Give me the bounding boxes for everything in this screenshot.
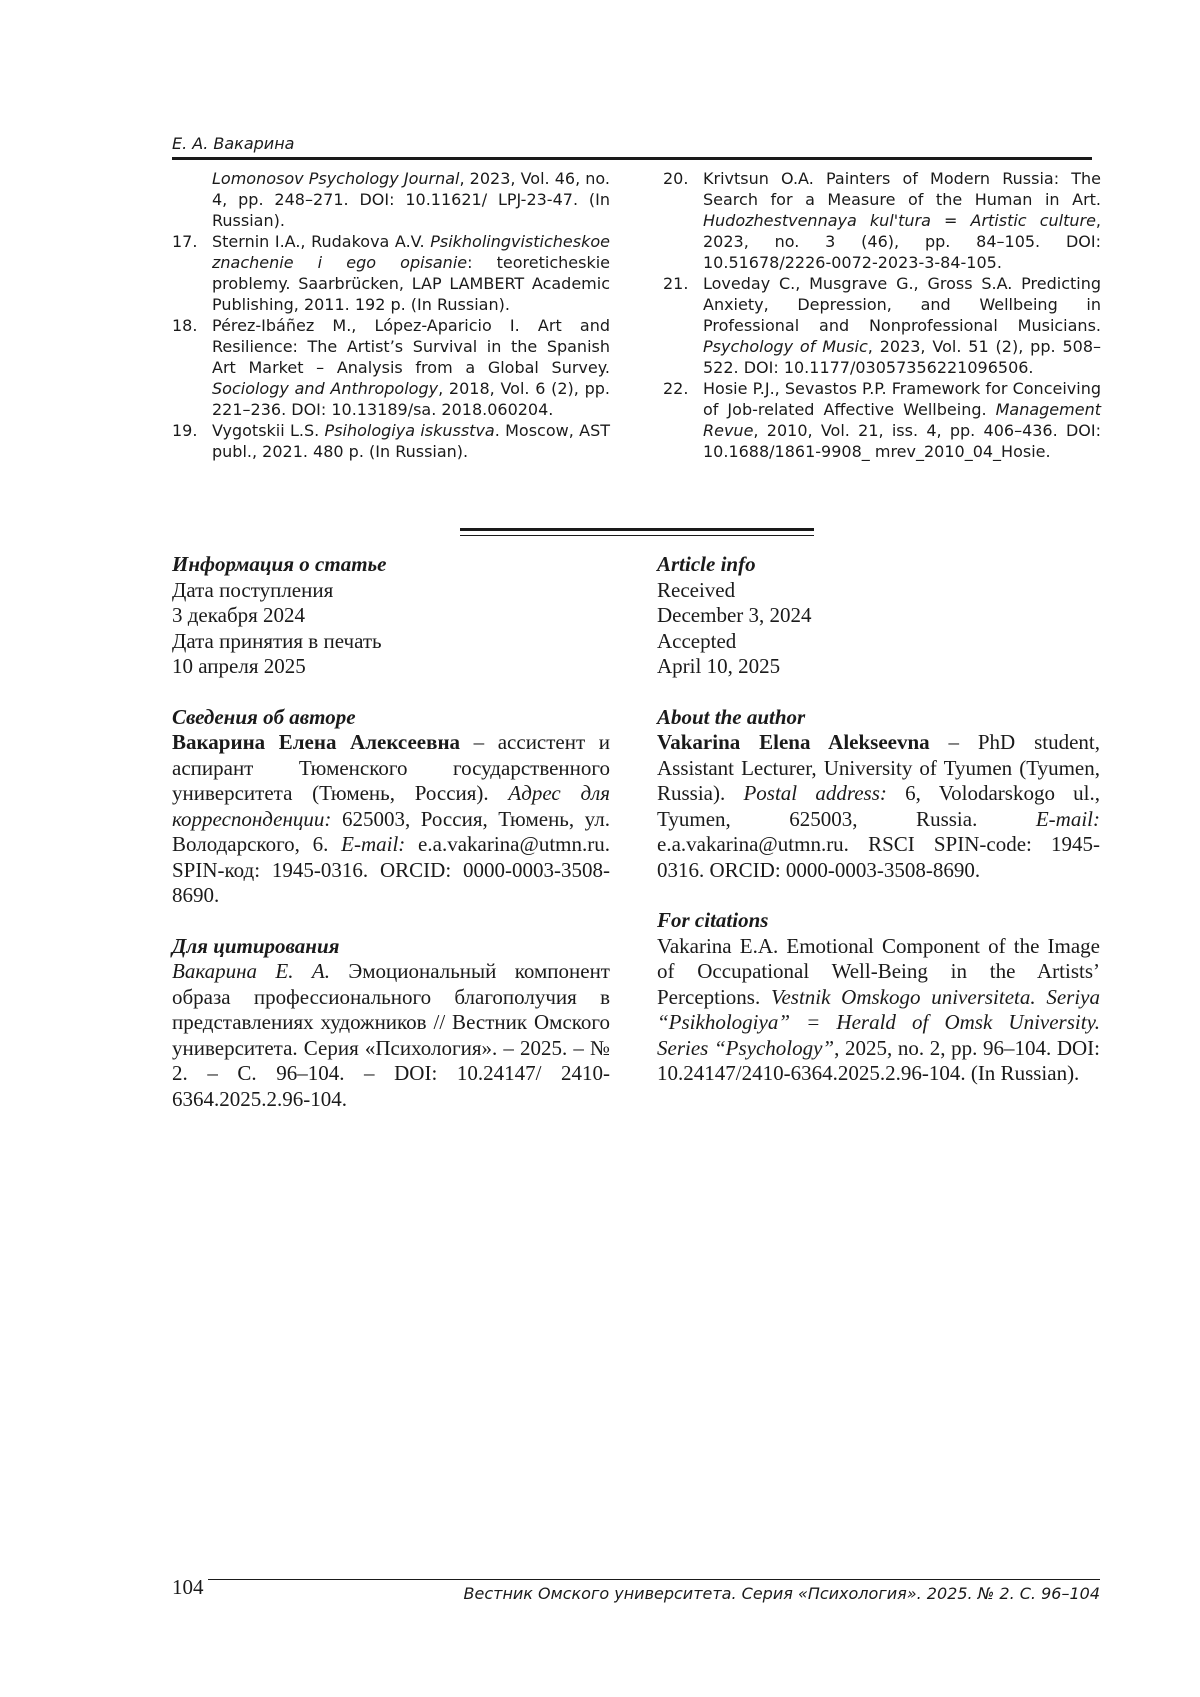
italic-text: Sociology and Anthropology xyxy=(212,379,439,398)
citation-title: For citations xyxy=(657,908,769,932)
text-run: , 2023, Vol. 46, no. 4, pp. 248–271. DOI: 10.11621/ LPJ-23-47. (In Russian). xyxy=(212,169,611,230)
accepted-label: Дата принятия в печать xyxy=(172,628,382,653)
text-run: – PhD student, Assistant Lecturer, University of Tyumen (Tyumen, Russia). xyxy=(657,730,1100,805)
article-info-en-column xyxy=(657,552,1100,1087)
reference-item xyxy=(663,378,1101,462)
italic-text: Postal address: xyxy=(743,781,887,805)
italic-text: Psychology of Music xyxy=(703,337,868,356)
running-head-rule xyxy=(172,157,1092,160)
text-run: e.a.vakarina@utmn.ru. RSCI SPIN-code: 1945-0316. ORCID: 0000-0003-3508-8690. xyxy=(657,832,1100,882)
footer-rule xyxy=(208,1579,1100,1580)
article-info-title: Информация о статье xyxy=(172,552,387,576)
bold-text: Vakarina Elena Alekseevna xyxy=(657,730,930,754)
citation-text xyxy=(172,959,610,1112)
page-footer xyxy=(172,1574,1100,1604)
text-run: – ассистент и аспирант Тюменского государственного университета (Тюмень, Россия). xyxy=(172,730,610,805)
received-label: Дата поступления xyxy=(172,577,334,602)
page-number: 104 xyxy=(172,1575,204,1599)
article-info-title: Article info xyxy=(657,552,756,576)
text-run: , 2025, no. 2, pp. 96–104. DOI: 10.24147/2410-6364.2025.2.96-104. (In Russian). xyxy=(657,1035,1100,1085)
journal-title: Вестник Омского университета. Серия «Психология». 2025. № 2. С. 96–104 xyxy=(463,1584,1100,1603)
text-run: Эмоциональный компонент образа профессионального благополучия в представлениях художников // Вестник Омского университета. Серия «Психология». – 2025. – № 2. – С. 96–104. – DOI: 10.24147/ 2410-6364.2025.2.96-104. xyxy=(172,959,610,1111)
running-head xyxy=(172,134,1092,154)
author-title: About the author xyxy=(657,704,806,729)
text-run: Pérez-Ibáñez M., López-Aparicio I. Art and Resilience: The Artist’s Survival in the Spanish Art Market – Analysis from a Global Survey. xyxy=(212,316,610,377)
received-date: December 3, 2024 xyxy=(657,603,812,627)
received-date: 3 декабря 2024 xyxy=(172,603,306,627)
italic-text: Vestnik Omskogo universiteta. Seriya “Psikhologiya” = Herald of Omsk University. Series “Psychology” xyxy=(657,984,1100,1060)
bold-text: Вакарина Елена Алексеевна xyxy=(172,730,461,754)
text-run: Sternin I.A., Rudakova A.V. xyxy=(212,232,431,251)
reference-number: 17. xyxy=(172,232,198,251)
italic-text: Psihologiya iskusstva xyxy=(324,421,495,440)
author-details xyxy=(657,730,1100,883)
reference-number: 21. xyxy=(663,274,689,293)
text-run: , 2023, no. 3 (46), pp. 84–105. DOI: 10.51678/2226-0072-2023-3-84-105. xyxy=(703,211,1101,272)
text-run: e.a.vakarina@utmn.ru. SPIN-код: 1945-0316. ORCID: 0000-0003-3508-8690. xyxy=(172,832,610,907)
text-run: Krivtsun O.A. Painters of Modern Russia: The Search for a Measure of the Human in Art. xyxy=(703,169,1101,209)
article-info-ru-column xyxy=(172,552,610,1112)
reference-item xyxy=(172,168,610,231)
received-label: Received xyxy=(657,577,736,602)
references-left-column xyxy=(172,168,610,462)
reference-item xyxy=(663,273,1101,378)
italic-text: Hudozhestvennaya kul'tura = Artistic culture xyxy=(703,211,1096,230)
reference-number: 20. xyxy=(663,169,689,188)
reference-number: 18. xyxy=(172,316,198,335)
italic-text: Management Revue xyxy=(703,400,1101,440)
author-title: Сведения об авторе xyxy=(172,704,356,729)
text-run: Hosie P.J., Sevastos P.P. Framework for Conceiving of Job-related Affective Wellbeing. xyxy=(703,379,1101,419)
accepted-date: April 10, 2025 xyxy=(657,654,781,678)
italic-text: E-mail: xyxy=(341,832,406,856)
reference-item xyxy=(663,168,1101,273)
text-run: , 2023, Vol. 51 (2), pp. 508–522. DOI: 10.1177/03057356221096506. xyxy=(703,337,1101,377)
text-run: : teoreticheskie problemy. Saarbrücken, LAP LAMBERT Academic Publishing, 2011. 192 p. (In Russian). xyxy=(212,253,611,314)
reference-item xyxy=(172,231,610,315)
text-run: Loveday C., Musgrave G., Gross S.A. Predicting Anxiety, Depression, and Wellbeing in Professional and Nonprofessional Musicians. xyxy=(703,274,1101,335)
accepted-label: Accepted xyxy=(657,628,737,653)
text-run: , 2010, Vol. 21, iss. 4, pp. 406–436. DOI: 10.1688/1861-9908_ mrev_2010_04_Hosie. xyxy=(703,421,1101,461)
italic-text: Вакарина Е. А. xyxy=(172,959,330,983)
text-run: . Moscow, AST publ., 2021. 480 p. (In Russian). xyxy=(212,421,610,461)
text-run: 625003, Россия, Тюмень, ул. Володарского, 6. xyxy=(172,806,610,856)
text-run: 6, Volodarskogo ul., Tyumen, 625003, Russia. xyxy=(657,781,1101,831)
reference-number: 22. xyxy=(663,379,689,398)
section-divider xyxy=(460,528,814,536)
running-head-author: Е. А. Вакарина xyxy=(172,134,295,153)
reference-number: 19. xyxy=(172,421,198,440)
italic-text: E-mail: xyxy=(1035,806,1100,831)
italic-text: Адрес для корреспонденции: xyxy=(172,781,610,831)
references-right-column xyxy=(663,168,1101,462)
text-run: Vakarina E.A. Emotional Component of the Image of Occupational Well-Being in the Artists’ Perceptions. xyxy=(657,933,1100,1009)
citation-title: Для цитирования xyxy=(172,933,340,958)
text-run: Vygotskii L.S. xyxy=(212,421,325,440)
reference-item xyxy=(172,315,610,420)
italic-text: Lomonosov Psychology Journal xyxy=(212,169,460,188)
citation-text xyxy=(657,934,1100,1087)
italic-text: Psikholingvisticheskoe znachenie i ego opisanie xyxy=(212,232,610,272)
reference-item xyxy=(172,420,610,462)
accepted-date: 10 апреля 2025 xyxy=(172,654,306,678)
author-details xyxy=(172,730,610,909)
text-run: , 2018, Vol. 6 (2), pp. 221–236. DOI: 10.13189/sa. 2018.060204. xyxy=(212,379,611,419)
